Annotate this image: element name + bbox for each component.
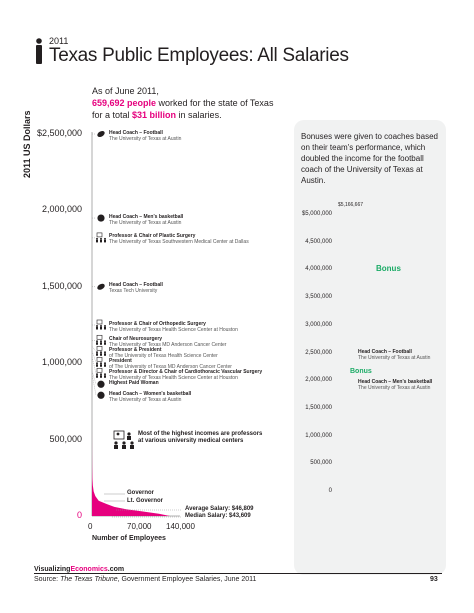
- panel-y-tick-label: $5,000,000: [301, 211, 332, 217]
- panel-y-tick-label: 2,000,000: [305, 377, 332, 384]
- salary-label-institution: The University of Texas MD Anderson Cancer Center: [109, 341, 227, 348]
- doctor-icon: [96, 320, 106, 330]
- salary-label-title: Highest Paid Woman: [109, 379, 159, 386]
- basketball-icon: [97, 392, 104, 399]
- source-publication: The Texas Tribune: [60, 576, 118, 583]
- label-leader: [92, 371, 96, 384]
- x-tick-label: 140,000: [166, 522, 195, 531]
- salary-label: [109, 391, 191, 403]
- doctor-icon: [96, 346, 106, 356]
- salary-label-institution: Texas Tech University: [109, 288, 158, 295]
- brand-part-a: Visualizing: [34, 566, 71, 573]
- bonus-panel: [294, 120, 446, 575]
- intro-line-3-pre: for a total: [92, 110, 133, 120]
- salary-label-title: Head Coach – Football: [109, 129, 163, 136]
- panel-salary-label: [358, 379, 432, 391]
- panel-salary-label: [358, 349, 430, 361]
- intro-line-2-rest: worked for the state of Texas: [156, 98, 274, 108]
- label-leader: [92, 346, 96, 351]
- salary-label-title: Head Coach – Men's basketball: [109, 213, 184, 220]
- intro-line-3: [92, 109, 222, 121]
- salary-label-institution: The University of Texas Health Science Center at Houston: [109, 374, 238, 381]
- football-icon: [96, 283, 106, 292]
- year-label: 2011: [49, 36, 69, 46]
- bonus-panel-text: Bonuses were given to coaches based on their team's performance, which doubled the income for the football coach of the University of Texas at Austin.: [301, 132, 438, 185]
- doctor-icon: [96, 368, 106, 378]
- doctor-icon: [96, 335, 106, 345]
- label-leader: [92, 357, 96, 373]
- intro-line-1: As of June 2011,: [92, 86, 159, 96]
- governor-label: Governor: [127, 490, 155, 496]
- doctor-icon: [96, 357, 106, 367]
- salary-label-title: Head Coach – Football: [109, 282, 163, 289]
- salary-label-title: Professor & Chair of Orthopedic Surgery: [109, 320, 206, 327]
- bonus-label-basketball: Bonus: [350, 368, 372, 375]
- label-leader: [92, 351, 96, 362]
- medical-annotation: Most of the highest incomes are professors at various university medical centers: [138, 431, 263, 444]
- salary-label-title: President: [109, 357, 132, 364]
- salary-label-title: Professor & President: [109, 346, 162, 353]
- x-axis-label: Number of Employees: [92, 535, 166, 542]
- salary-label-title: Professor & Director & Chair of Cardiothoracic Vascular Surgery: [109, 368, 263, 375]
- page-title: Texas Public Employees: All Salaries: [49, 45, 349, 66]
- salary-label-institution: The University of Texas at Austin: [109, 396, 182, 403]
- salary-label-institution: of The University of Texas MD Anderson Cancer Center: [109, 363, 232, 370]
- y-tick-label: 1,500,000: [41, 280, 82, 291]
- y-tick-label: 500,000: [49, 433, 82, 444]
- y-tick-label: 0: [76, 510, 82, 520]
- panel-y-tick-label: 0: [328, 488, 332, 494]
- panel-salary-label-title: Head Coach – Football: [358, 348, 412, 355]
- intro-line-3-post: in salaries.: [176, 110, 222, 120]
- salary-label-institution: The University of Texas Health Science Center at Houston: [109, 326, 238, 333]
- person-icon: [34, 38, 44, 64]
- panel-y-tick-label: 3,500,000: [305, 294, 332, 301]
- panel-y-tick-label: 3,000,000: [305, 321, 332, 328]
- basketball-icon: [97, 214, 104, 221]
- doctor-group-icon: [113, 430, 137, 450]
- footer-rule: [34, 573, 442, 574]
- panel-salary-label-institution: The University of Texas at Austin: [358, 384, 431, 391]
- salary-label-title: Head Coach – Women's basketball: [109, 390, 192, 397]
- panel-salary-label-institution: The University of Texas at Austin: [358, 354, 431, 361]
- salary-label: [109, 380, 159, 386]
- average-salary-label: Average Salary: $46,809: [185, 506, 254, 512]
- median-salary-label: Median Salary: $43,609: [185, 513, 251, 519]
- source-line: [34, 576, 256, 583]
- brand-part-b: Economics: [70, 566, 108, 573]
- y-tick-label: $2,500,000: [36, 128, 82, 138]
- panel-y-tick-label: 1,500,000: [305, 404, 332, 411]
- x-tick-label: 70,000: [127, 522, 152, 531]
- brand-part-c: .com: [107, 566, 125, 573]
- salary-label-title: Chair of Neurosurgery: [109, 335, 163, 342]
- top-salary-label: $5,166,667: [338, 202, 364, 208]
- source-post: , Government Employee Salaries, June 2011: [117, 576, 257, 583]
- salary-label: [109, 321, 238, 333]
- y-axis-label: 2011 US Dollars: [22, 110, 32, 178]
- intro-people-count: 659,692 people: [92, 98, 157, 108]
- salary-label: [109, 233, 249, 245]
- source-pre: Source:: [34, 576, 61, 583]
- salary-label-institution: The University of Texas at Austin: [109, 219, 182, 226]
- panel-y-tick-label: 4,000,000: [305, 266, 332, 273]
- x-tick-label: 0: [88, 522, 93, 531]
- salary-label-institution: The University of Texas Southwestern Medical Center at Dallas: [109, 239, 249, 246]
- panel-y-tick-label: 4,500,000: [305, 238, 332, 245]
- doctor-icon: [96, 233, 106, 243]
- lt-governor-label: Lt. Governor: [127, 498, 164, 504]
- salary-label-title: Professor & Chair of Plastic Surgery: [109, 233, 196, 240]
- panel-y-tick-label: 2,500,000: [305, 349, 332, 356]
- bonus-label-football: Bonus: [376, 264, 401, 273]
- brand-logo: [34, 566, 124, 573]
- basketball-icon: [97, 381, 104, 388]
- panel-salary-label-title: Head Coach – Men's basketball: [358, 378, 433, 385]
- salary-label-institution: The University of Texas at Austin: [109, 135, 182, 142]
- football-icon: [96, 130, 106, 139]
- salary-label: [109, 282, 163, 294]
- panel-y-tick-label: 500,000: [310, 460, 332, 467]
- intro-line-2: [92, 97, 273, 109]
- intro-total: $31 billion: [132, 110, 177, 120]
- y-tick-label: 1,000,000: [41, 357, 82, 368]
- salary-label: [109, 214, 183, 226]
- salary-label-institution: of The University of Texas Health Science Center: [109, 352, 218, 359]
- page-number: 93: [430, 576, 438, 583]
- salary-label: [109, 130, 181, 142]
- panel-y-tick-label: 1,000,000: [305, 432, 332, 439]
- y-tick-label: 2,000,000: [41, 204, 82, 215]
